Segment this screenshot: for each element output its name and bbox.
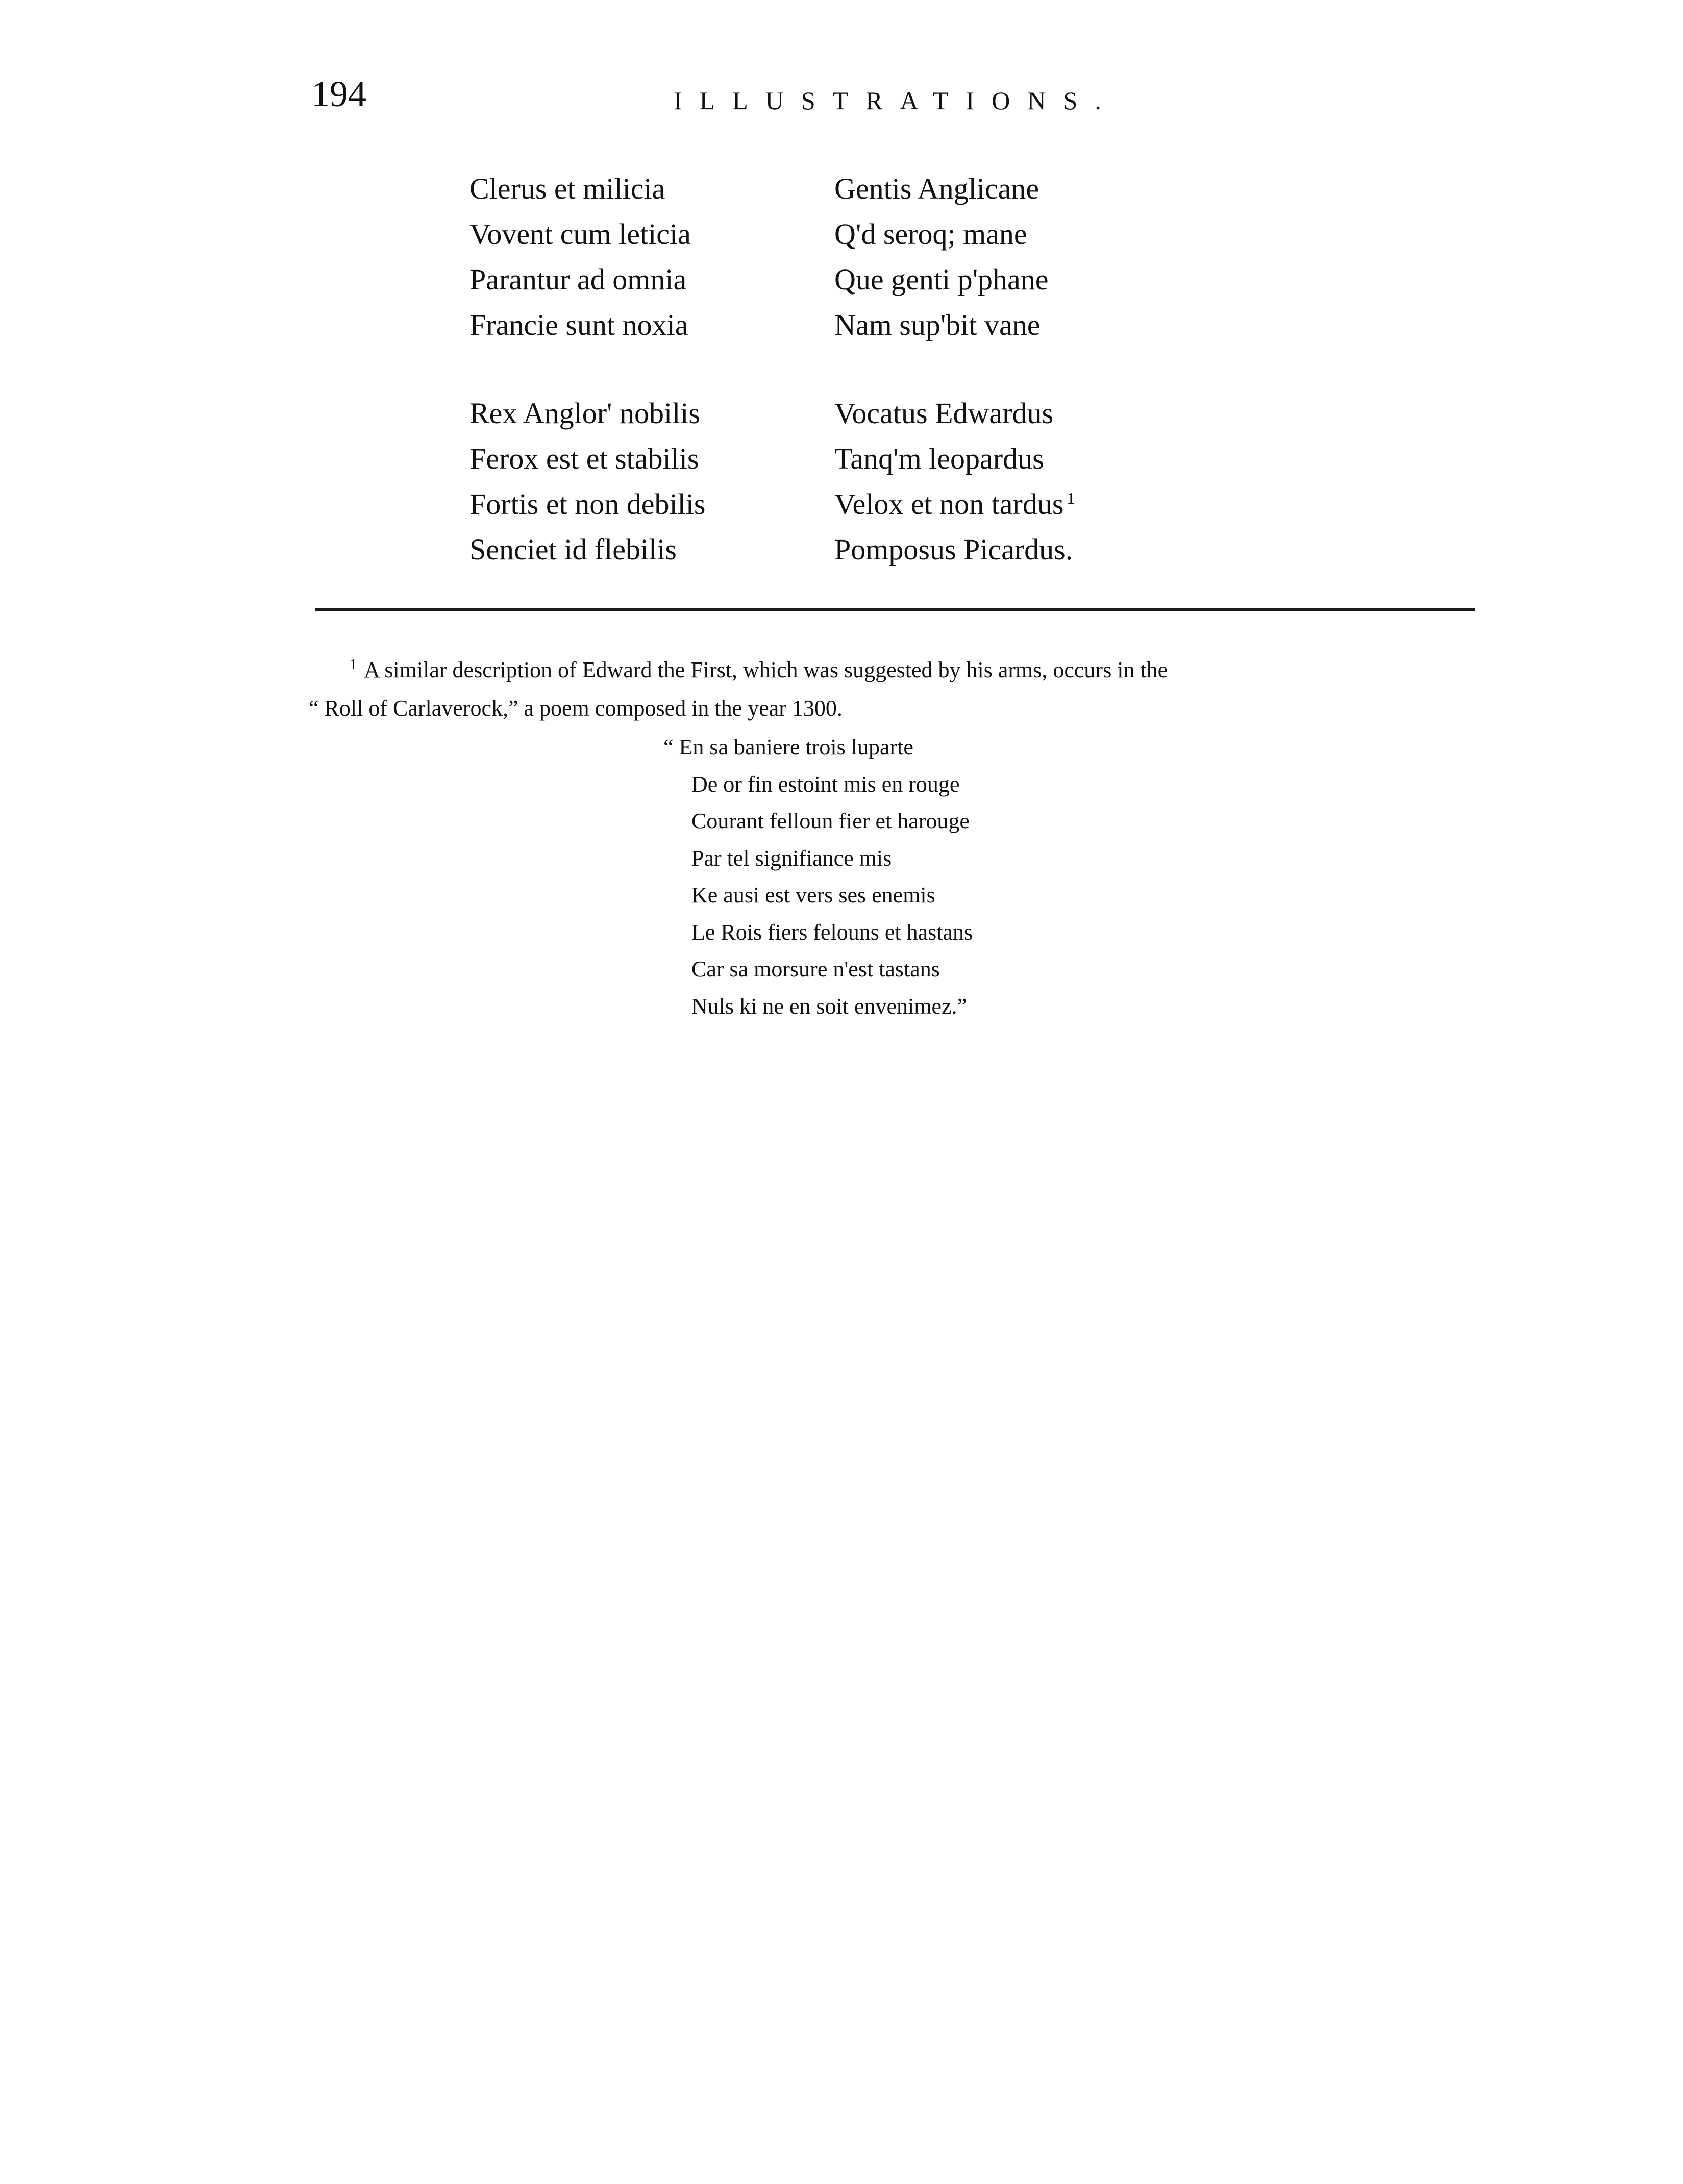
verse-left: Parantur ad omnia <box>469 263 687 296</box>
verse-left: Vovent cum leticia <box>469 217 691 251</box>
quote-line: Nuls ki ne en soit envenimez.” <box>691 993 968 1019</box>
verse-left: Francie sunt noxia <box>469 308 688 341</box>
verse-right: Tanq'm leopardus <box>834 442 1044 475</box>
footnote-marker: 1 <box>350 657 357 673</box>
verse-left: Rex Anglor' nobilis <box>469 397 700 430</box>
footnote-divider <box>315 608 1475 611</box>
verse-right <box>834 486 1075 522</box>
poem-stanza-2 <box>469 396 1194 577</box>
verse-line <box>469 216 1194 262</box>
verse-line <box>469 486 1194 532</box>
quote-line: “ En sa baniere trois luparte <box>663 734 913 759</box>
verse-left: Fortis et non debilis <box>469 487 706 521</box>
verse-left: Senciet id flebilis <box>469 533 677 566</box>
running-head: ILLUSTRATIONS. <box>674 86 1119 115</box>
verse-line <box>469 441 1194 486</box>
verse-right-text: Velox et non tardus <box>834 487 1064 521</box>
footnote-line-2: “ Roll of Carlaverock,” a poem composed in the year 1300. <box>309 696 843 721</box>
footnote-line-1 <box>309 651 1482 689</box>
footnote-text: A similar description of Edward the First, which was suggested by his arms, occurs in the <box>364 657 1168 682</box>
verse-line <box>469 307 1194 353</box>
poem-stanza-1 <box>469 171 1194 353</box>
quote-line: Le Rois fiers felouns et hastans <box>691 919 973 945</box>
footnote <box>309 651 1482 727</box>
verse-right: Pomposus Picardus. <box>834 533 1073 566</box>
verse-line <box>469 532 1194 577</box>
page-number: 194 <box>311 73 366 114</box>
verse-right: Gentis Anglicane <box>834 172 1040 205</box>
footnote-quotation <box>663 729 973 1025</box>
quote-line: Courant felloun fier et harouge <box>691 808 970 833</box>
verse-line <box>469 396 1194 441</box>
verse-left: Ferox est et stabilis <box>469 442 699 475</box>
verse-right: Vocatus Edwardus <box>834 397 1054 430</box>
verse-right: Q'd seroq; mane <box>834 217 1027 251</box>
verse-right: Nam sup'bit vane <box>834 308 1041 341</box>
quote-line: Ke ausi est vers ses enemis <box>691 882 935 907</box>
quote-line: De or fin estoint mis en rouge <box>691 771 960 797</box>
quote-line: Par tel signifiance mis <box>691 845 892 871</box>
verse-right: Que genti p'phane <box>834 263 1049 296</box>
quote-line: Car sa morsure n'est tastans <box>691 956 940 981</box>
footnote-reference: 1 <box>1067 488 1075 507</box>
verse-line <box>469 262 1194 307</box>
verse-left: Clerus et milicia <box>469 172 665 205</box>
verse-line <box>469 171 1194 216</box>
